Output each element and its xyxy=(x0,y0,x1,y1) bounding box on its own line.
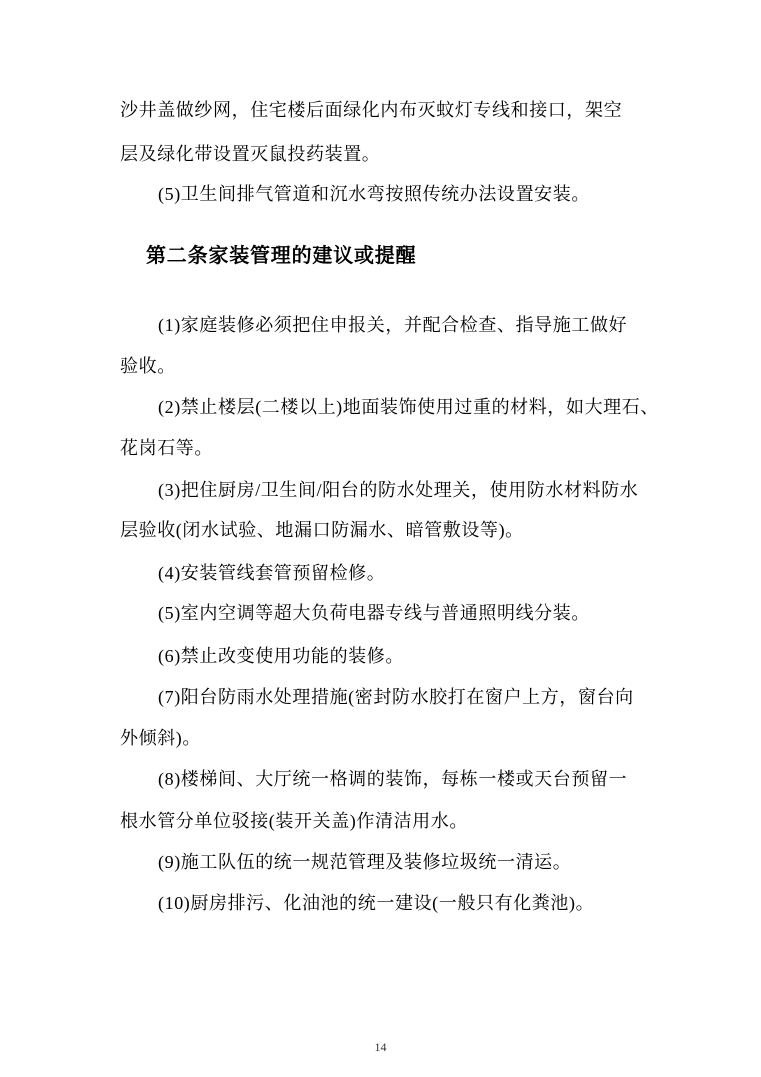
list-item: (2)禁止楼层(二楼以上)地面装饰使用过重的材料，如大理石、 xyxy=(158,397,659,417)
list-item-continuation: 验收。 xyxy=(120,356,176,376)
paragraph-line: 沙井盖做纱网，住宅楼后面绿化内布灭蚊灯专线和接口，架空 xyxy=(120,100,623,120)
list-item: (1)家庭装修必须把住申报关，并配合检查、指导施工做好 xyxy=(158,315,628,335)
paragraph-line: 层及绿化带设置灭鼠投药装置。 xyxy=(120,144,381,164)
section-heading: 第二条家装管理的建议或提醒 xyxy=(146,245,417,267)
list-item: (8)楼梯间、大厅统一格调的装饰，每栋一楼或天台预留一 xyxy=(158,769,628,789)
list-item: (9)施工队伍的统一规范管理及装修垃圾统一清运。 xyxy=(158,852,572,872)
page-number: 14 xyxy=(374,1040,387,1054)
list-item: (10)厨房排污、化油池的统一建设(一般只有化粪池)。 xyxy=(158,893,595,913)
list-item: (5)室内空调等超大负荷电器专线与普通照明线分装。 xyxy=(158,603,590,623)
list-item: (6)禁止改变使用功能的装修。 xyxy=(158,646,404,666)
list-item-continuation: 花岗石等。 xyxy=(120,438,213,458)
list-item: (4)安装管线套管预留检修。 xyxy=(158,563,386,583)
list-item-continuation: 层验收(闭水试验、地漏口防漏水、暗管敷设等)。 xyxy=(120,520,524,540)
list-item: (3)把住厨房/卫生间/阳台的防水处理关，使用防水材料防水 xyxy=(158,480,639,500)
list-item: (7)阳台防雨水处理措施(密封防水胶打在窗户上方，窗台向 xyxy=(158,687,634,707)
list-item-continuation: 根水管分单位驳接(装开关盖)作清洁用水。 xyxy=(120,811,468,831)
list-item-continuation: 外倾斜)。 xyxy=(120,728,201,748)
paragraph-line: (5)卫生间排气管道和沉水弯按照传统办法设置安装。 xyxy=(158,184,590,204)
